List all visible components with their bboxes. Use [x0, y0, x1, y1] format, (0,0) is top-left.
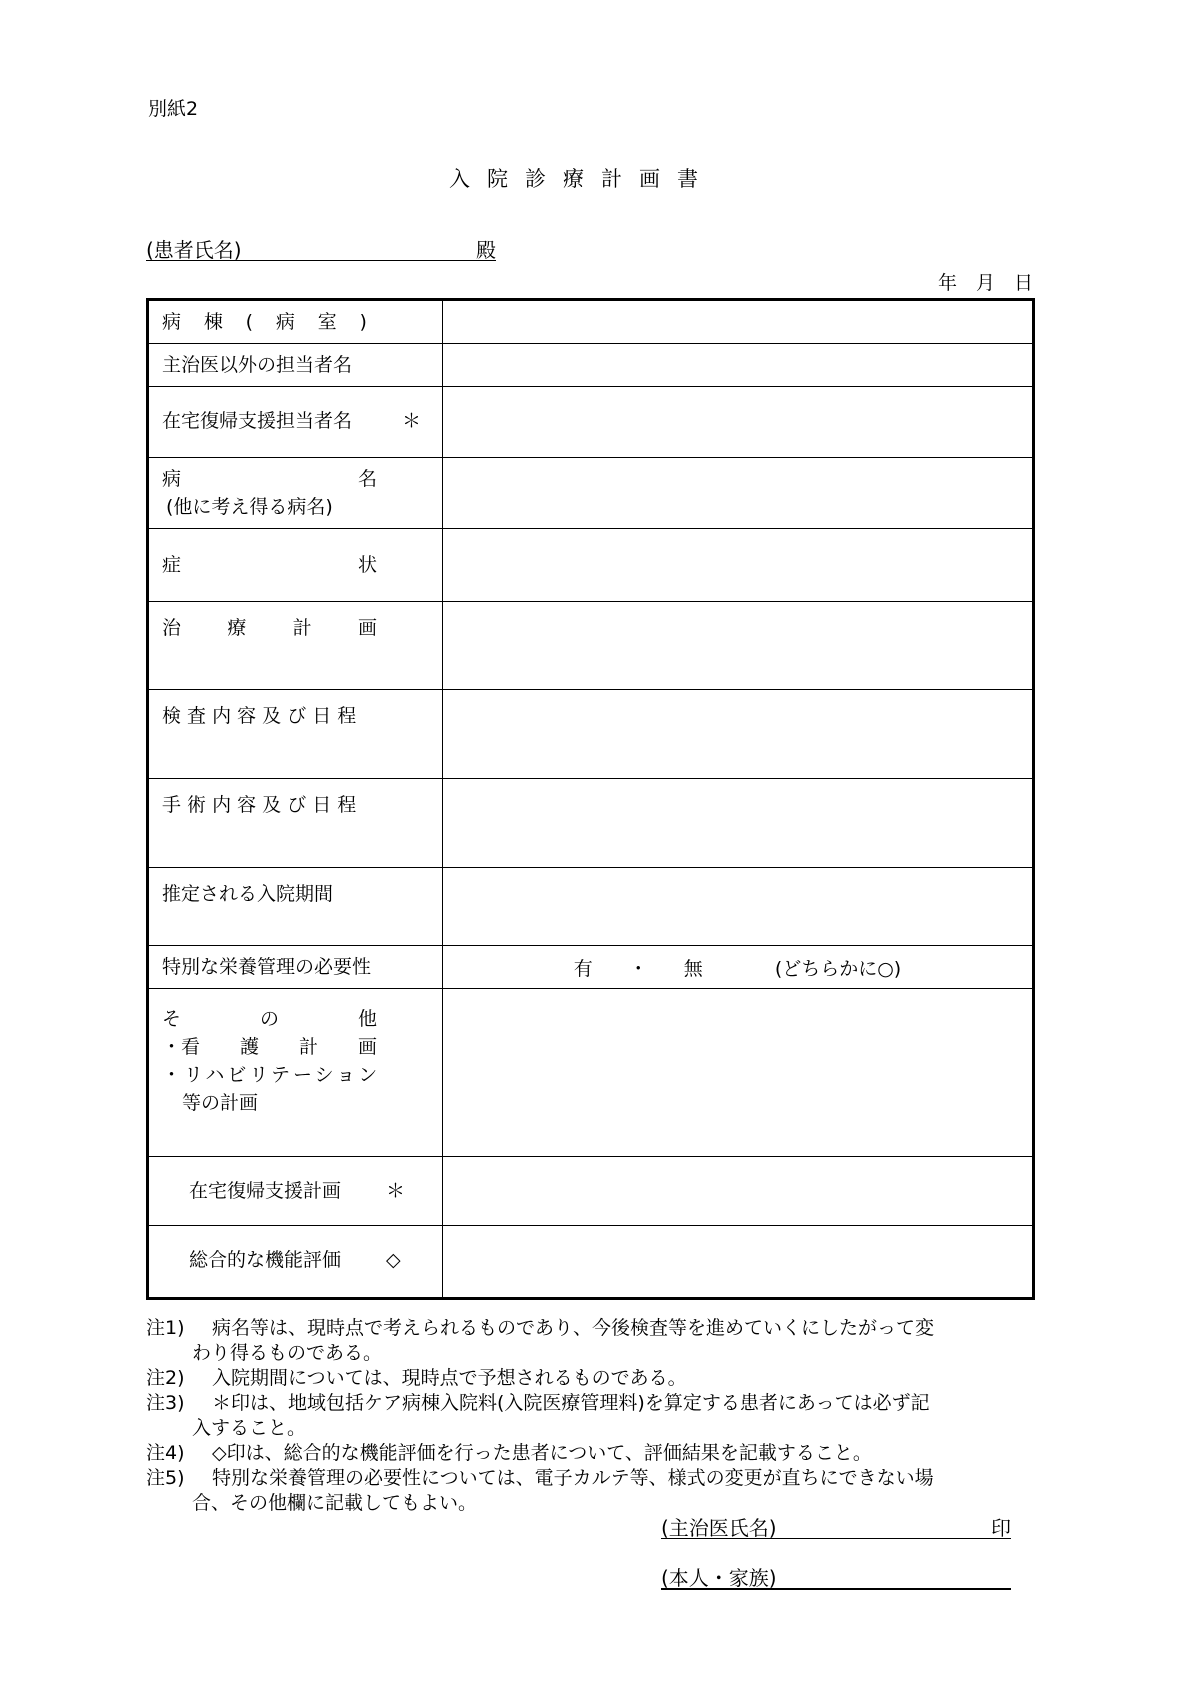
other-staff-value[interactable]	[443, 344, 1032, 386]
label-char: 護	[239, 1036, 259, 1058]
label-text: 在宅復帰支援担当者名	[162, 410, 353, 432]
row-home-support-staff	[149, 387, 1032, 458]
note-text: ＊印は、地域包括ケア病棟入院料(入院医療管理料)を算定する患者にあっては必ず記	[212, 1392, 930, 1414]
note-item-continued	[146, 1416, 1038, 1441]
row-label	[149, 1157, 443, 1225]
label-char: の	[259, 1008, 279, 1030]
attachment-label: 別紙2	[148, 98, 199, 120]
note-number: 注4)	[146, 1442, 185, 1464]
label-char: 状	[357, 554, 377, 576]
label-char: そ	[162, 1008, 182, 1030]
asterisk-mark: ＊	[402, 410, 422, 432]
row-ward	[149, 301, 1032, 344]
note-item	[146, 1366, 1038, 1391]
note-item-continued	[146, 1341, 1038, 1366]
row-label	[149, 690, 443, 778]
home-support-plan-value[interactable]	[443, 1157, 1032, 1225]
row-label	[149, 946, 443, 988]
label-char: 病	[162, 311, 182, 333]
nutrition-value	[443, 946, 1032, 988]
label-char: ・看	[162, 1036, 201, 1058]
row-surgery-schedule	[149, 779, 1032, 868]
plan-form-table	[146, 298, 1035, 1300]
option-no[interactable]: 無	[683, 957, 703, 980]
row-label	[149, 779, 443, 867]
label-char: 他	[357, 1008, 377, 1030]
note-number: 注1)	[146, 1317, 185, 1339]
row-functional-assessment	[149, 1226, 1032, 1297]
label-char: 治	[162, 617, 182, 639]
note-number: 注3)	[146, 1392, 185, 1414]
treatment-plan-value[interactable]	[443, 602, 1032, 689]
label-text: 等の計画	[182, 1092, 259, 1114]
other-value[interactable]	[443, 989, 1032, 1156]
label-char: 療	[227, 617, 247, 639]
asterisk-mark: ＊	[386, 1180, 406, 1202]
label-text: 手 術 内 容 及 び 日 程	[162, 794, 357, 816]
row-nutrition	[149, 946, 1032, 989]
option-yes[interactable]: 有	[573, 957, 593, 980]
row-label	[149, 344, 443, 386]
label-char: 計	[292, 617, 312, 639]
functional-assessment-value[interactable]	[443, 1226, 1032, 1297]
note-text: 特別な栄養管理の必要性については、電子カルテ等、様式の変更が直ちにできない場	[212, 1467, 934, 1489]
label-text: 主治医以外の担当者名	[162, 354, 353, 376]
label-char: 病	[275, 311, 295, 333]
row-home-support-plan	[149, 1157, 1032, 1226]
label-text: 在宅復帰支援計画	[189, 1180, 342, 1202]
label-char: 画	[357, 1036, 377, 1058]
choice-hint: (どちらかに○)	[774, 957, 902, 980]
family-signature-field[interactable]	[661, 1562, 1011, 1590]
row-stay-period	[149, 868, 1032, 946]
note-text: 入すること。	[192, 1417, 307, 1439]
symptoms-value[interactable]	[443, 529, 1032, 601]
row-label	[149, 989, 443, 1156]
label-char: 計	[298, 1036, 318, 1058]
label-text: 推定される入院期間	[162, 883, 334, 905]
surgery-schedule-value[interactable]	[443, 779, 1032, 867]
row-label	[149, 301, 443, 343]
label-char: )	[359, 311, 367, 333]
note-item	[146, 1316, 1038, 1341]
row-label	[149, 868, 443, 945]
note-text: 入院期間については、現時点で予想されるものである。	[212, 1367, 687, 1389]
row-label	[149, 458, 443, 528]
home-support-staff-value[interactable]	[443, 387, 1032, 457]
label-text: 総合的な機能評価	[189, 1249, 342, 1271]
label-char: 名	[357, 468, 377, 490]
row-symptoms	[149, 529, 1032, 602]
separator-dot: ・	[628, 957, 648, 980]
note-text: 病名等は、現時点で考えられるものであり、今後検査等を進めていくにしたがって変	[212, 1317, 935, 1339]
patient-name-label: (患者氏名)	[146, 238, 242, 262]
notes-section	[146, 1316, 1038, 1516]
date-field[interactable]: 年 月 日	[937, 272, 1033, 294]
row-disease	[149, 458, 1032, 529]
document-title: 入院診療計画書	[449, 167, 715, 191]
label-char: (	[245, 311, 254, 333]
label-char: 室	[317, 311, 337, 333]
row-label	[149, 1226, 443, 1297]
label-char: 画	[357, 617, 377, 639]
label-text: 検 査 内 容 及 び 日 程	[162, 705, 357, 727]
ward-value[interactable]	[443, 301, 1032, 343]
label-subtext: (他に考え得る病名)	[166, 496, 333, 518]
label-char: 症	[162, 554, 182, 576]
label-text: 特別な栄養管理の必要性	[162, 956, 372, 978]
note-text: 合、その他欄に記載してもよい。	[192, 1492, 478, 1514]
row-other-staff	[149, 344, 1032, 387]
label-char: 棟	[203, 311, 223, 333]
note-item	[146, 1441, 1038, 1466]
note-text: わり得るものである。	[192, 1342, 383, 1364]
stay-period-value[interactable]	[443, 868, 1032, 945]
note-item	[146, 1466, 1038, 1491]
note-text: ◇印は、総合的な機能評価を行った患者について、評価結果を記載すること。	[212, 1442, 872, 1464]
disease-value[interactable]	[443, 458, 1032, 528]
label-char: 病	[162, 468, 182, 490]
note-number: 注5)	[146, 1467, 185, 1489]
row-label	[149, 602, 443, 689]
patient-name-field[interactable]	[146, 234, 496, 261]
diamond-mark: ◇	[386, 1249, 401, 1271]
note-number: 注2)	[146, 1367, 185, 1389]
seal-mark: 印	[991, 1516, 1011, 1540]
row-other	[149, 989, 1032, 1157]
label-text: ・リハビリテーション	[162, 1064, 381, 1086]
doctor-name-label: (主治医氏名)	[661, 1516, 777, 1540]
family-label: (本人・家族)	[661, 1566, 777, 1590]
honorific: 殿	[476, 238, 496, 262]
note-item	[146, 1391, 1038, 1416]
row-treatment-plan	[149, 602, 1032, 690]
row-exam-schedule	[149, 690, 1032, 779]
row-label	[149, 387, 443, 457]
exam-schedule-value[interactable]	[443, 690, 1032, 778]
row-label	[149, 529, 443, 601]
doctor-signature-field[interactable]	[661, 1512, 1011, 1539]
